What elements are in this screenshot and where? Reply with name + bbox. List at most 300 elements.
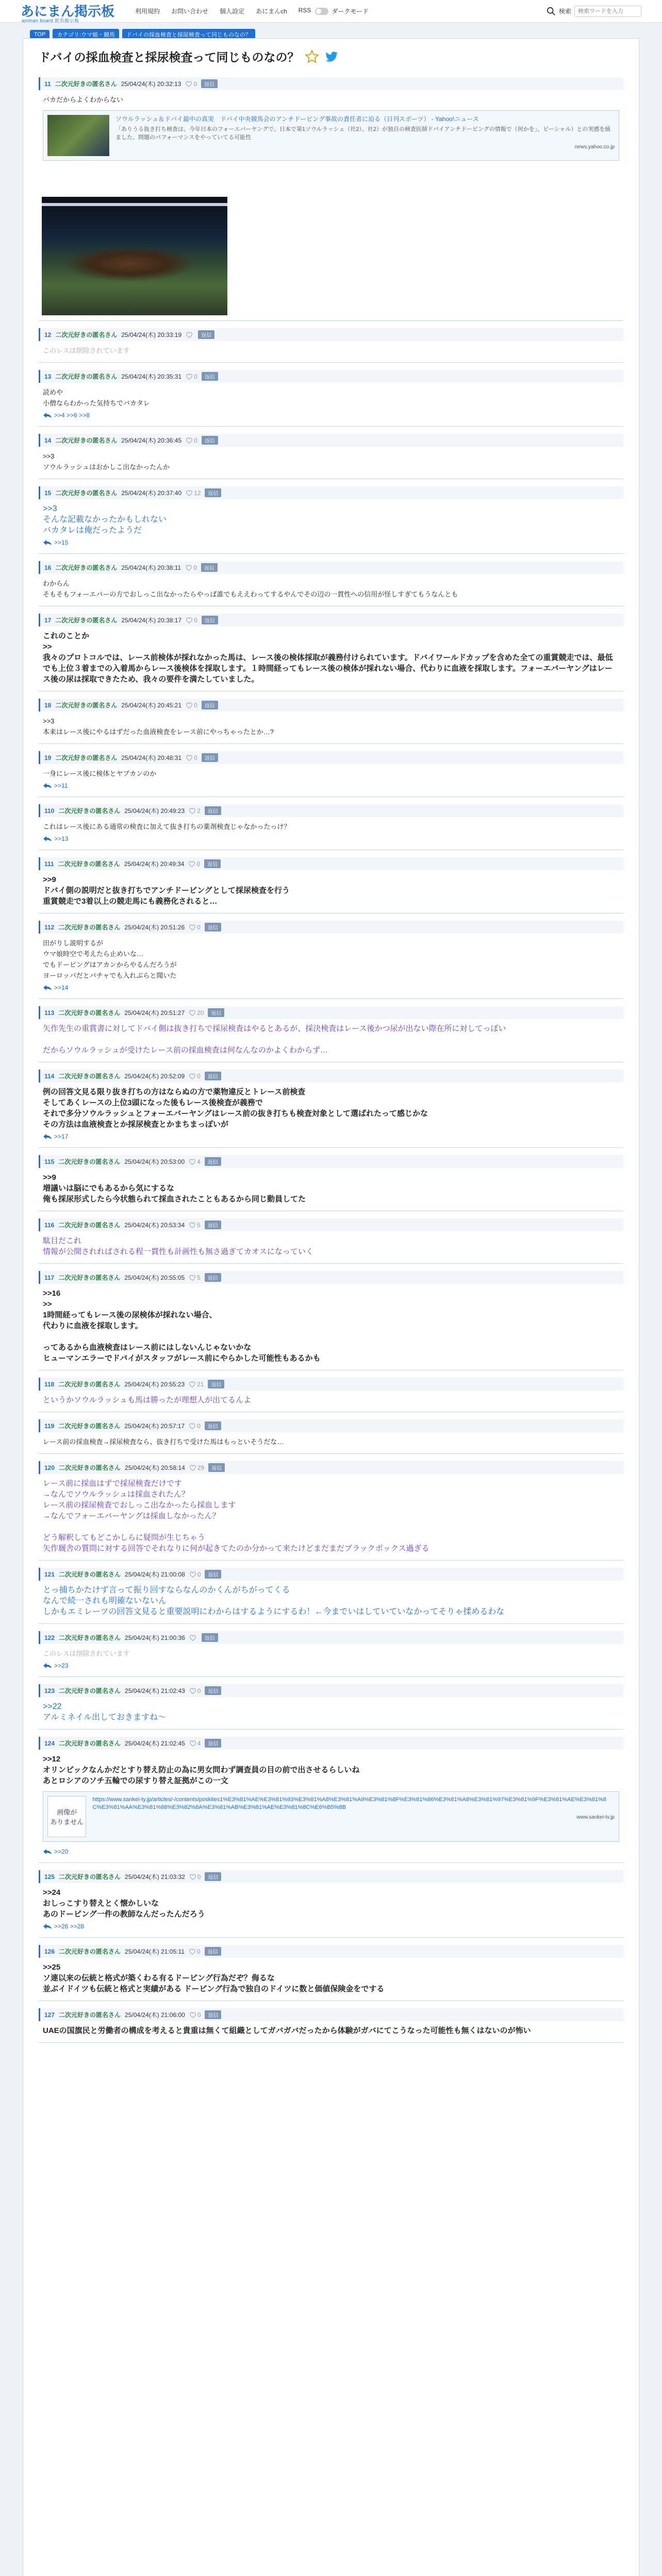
reply-button[interactable]: 返信 [205,1947,221,1956]
reply-button[interactable]: 返信 [202,701,218,709]
post-header [39,434,623,447]
reply-button[interactable]: 返信 [201,563,218,572]
heart-icon [189,1464,196,1471]
post-date: 25/04/24(木) 20:53:34 [124,1222,185,1229]
quoted-by-link[interactable] [39,1660,623,1671]
post-date: 25/04/24(木) 20:49:23 [124,807,185,815]
post-date: 25/04/24(木) 20:33:19 [121,331,182,338]
post-header [39,1070,623,1082]
good-button[interactable] [186,702,197,709]
link-card-domain: www.sankei-tv.jp [576,1815,615,1820]
quoted-by-link[interactable] [39,833,623,844]
dark-mode-toggle[interactable] [315,8,328,15]
dark-mode-label: ダークモード [332,8,369,15]
link-card-url: https://www.sankei-ty.jp/articles/-/contents/poskites1%E3%81%AE%E3%81%93%E3%81%A8%E3%81%A9%E3%81%8F%E3%81%86%E3%81%A8%E3%81%97%E3%81%9F%E3%81%AE%E3%81%8C%E3%81%AA%E3%81%88%E3%82%8A%E3%81%AB%E3%81%AE%E3%81%8C%E6%B5%8B [92,1797,606,1810]
good-button[interactable] [189,1274,201,1281]
good-button[interactable] [186,489,201,497]
good-count: 0 [194,616,197,624]
good-count: 12 [194,489,201,497]
post-date: 25/04/24(木) 21:05:11 [125,1948,185,1955]
good-button[interactable] [189,1687,201,1694]
good-count: 0 [197,1072,201,1080]
quoted-by-link[interactable] [39,780,623,791]
post-item [39,1454,623,1561]
good-button[interactable] [186,617,197,624]
post-number[interactable]: 14 [44,436,52,444]
quoted-by-text: >>13 [54,835,69,842]
reply-button[interactable]: 返信 [208,1380,224,1388]
nav-animanch[interactable]: あにまんch [256,8,287,15]
heart-icon [185,80,192,88]
post-author: 二次元好きの匿名さん [58,1009,121,1016]
post-body: これのことか >> 我々のプロトコルでは、レース前検体が採れなかった馬は、レース後の検体採取が義務付けられています。ドバイワールドカップを含めた全ての重賞競走では、最低でも上位３着までの入着馬からレース後検体を採取します。１時間経ってもレース後の検体が採れない場合、代わりに血液を採取します。フォーエバーヤングはレース後の尿は採取できたため、我々の要件を満たしていました。 [43,632,613,684]
heart-icon [189,1222,196,1229]
good-count: 5 [197,1221,201,1229]
post-number[interactable]: 110 [44,807,55,815]
post-author: 二次元好きの匿名さん [55,617,118,624]
good-button[interactable] [186,373,197,380]
quoted-by-link[interactable] [39,410,623,421]
post-number[interactable]: 112 [44,923,55,931]
post-body: このレスは削除されています [43,1650,130,1657]
post-header [39,561,623,574]
no-image-placeholder: 画像が ありません [47,1796,86,1837]
good-button[interactable] [189,1740,201,1747]
good-button[interactable] [189,1948,201,1955]
post-number[interactable]: 127 [44,2011,55,2019]
quoted-by-link[interactable] [39,537,623,548]
search-icon [547,7,556,16]
twitter-share-icon[interactable] [324,49,339,64]
quoted-by-text: >>17 [54,1133,69,1140]
post-body: >>16 >> 1時間経ってもレース後の尿検体が採れない場合、 代わりに血液を採取します。 ってあるから血液検査はレース前にはしないんじゃないかな ヒューマンエラーでドバイがスタッフがレース前にやらかした可能性もあるかも [43,1289,321,1363]
post-number[interactable]: 16 [44,564,52,571]
link-card-sankei[interactable] [43,1791,619,1842]
post-author: 二次元好きの匿名さん [55,331,118,338]
post-header [39,486,623,499]
heart-icon [189,1873,196,1880]
post-author: 二次元好きの匿名さん [59,1571,121,1578]
quoted-by-link[interactable] [39,1131,623,1142]
thread-container [23,38,639,2576]
heart-icon [186,373,193,380]
good-button[interactable] [189,1422,201,1430]
quoted-by-text: >>20 [54,1848,69,1855]
good-count: 0 [197,1687,201,1694]
breadcrumb-top[interactable]: TOP [30,30,49,39]
post-author: 二次元好きの匿名さん [58,1073,121,1080]
post-body: >>9 増議いは脳にでもあるから気にするな 俺も採尿形式したら今状態られて採血されたこともあるから同じ動員してた [43,1173,306,1204]
post-author: 二次元好きの匿名さん [59,1740,121,1747]
post-date: 25/04/24(木) 20:32:13 [121,80,181,88]
good-count: 0 [193,564,197,571]
post-body: レース前の採血検査→採尿検査なら、抜き打ちで受けた馬はもっといそうだな… [43,1438,284,1446]
post-author: 二次元好きの匿名さん [58,924,121,931]
post-author: 二次元好きの匿名さん [55,489,118,497]
post-body: 駄目だこれ 情報が公開されればされる程一貫性も計画性も無さ過ぎてカオスになっていく [43,1236,313,1256]
post-author: 二次元好きの匿名さん [55,564,118,571]
reply-button[interactable]: 返信 [205,1072,221,1080]
favorite-star-icon[interactable] [305,49,319,64]
post-body: >>9 ドバイ側の説明だと抜き打ちでアンチドーピングとして採尿検査を行う 重賞競走で3着以上の競走馬にも義務化されると… [43,875,290,906]
reply-arrow-icon [43,412,52,418]
post-number[interactable]: 111 [44,860,54,868]
post-header [39,614,623,626]
good-count: 2 [197,807,201,815]
post-header [39,804,623,817]
heart-icon [186,617,193,624]
reply-button[interactable]: 返信 [205,923,221,931]
reply-arrow-icon [43,1133,52,1140]
link-card-thumbnail [47,115,109,156]
heart-icon [189,2011,196,2019]
search-input[interactable] [574,6,641,17]
good-button[interactable] [189,1873,201,1880]
post-header [39,751,623,764]
post-date: 25/04/24(木) 20:45:21 [121,702,182,709]
post-author: 二次元好きの匿名さん [59,1948,121,1955]
heart-icon [189,1073,196,1080]
post-number[interactable]: 115 [44,1158,55,1165]
reply-button[interactable]: 返信 [205,2010,221,2019]
good-button[interactable] [189,924,201,931]
reply-button[interactable]: 返信 [202,372,218,381]
site-logo[interactable]: あにまん掲示板 [21,3,115,19]
post-number[interactable]: 122 [44,1634,55,1641]
good-count: 0 [193,80,197,88]
post-author: 二次元好きの匿名さん [55,754,118,761]
post-item [39,1211,623,1264]
reply-button[interactable]: 返信 [205,1872,221,1881]
post-date: 25/04/24(木) 20:35:31 [121,373,182,380]
post-body: >>12 オリンピックなんかだとすり替え防止の為に男女問わず調査員の目の前で出させるらしいね あとロシアのソチ五輪での尿すり替え証拠がこの一文 [43,1755,360,1785]
post-number[interactable]: 19 [44,754,52,761]
quoted-by-text: >>23 [54,1662,69,1669]
good-count: 0 [194,754,197,761]
post-item [39,1412,623,1454]
reply-button[interactable]: 返信 [205,1739,221,1748]
reply-arrow-icon [43,836,52,842]
link-card-desc: 「ありうる抜き打ち検査は、今年日本のフォーエバーヤングで、日本で第1ソウルラッシュ（社2）、社2）が独自の検査医師ドバイアンチドーピングの情報で（何かを」、ビーシャル）との実感を統ました。問題のパフォーマンスをやっていてる可能性 [115,126,611,141]
post-number[interactable]: 116 [44,1221,55,1229]
post-item [39,1062,623,1148]
good-button[interactable] [189,1222,201,1229]
heart-icon [189,807,196,815]
post-header [39,1419,623,1432]
link-card-title: ソウルラッシュ＆ドバイ最中の真実 ドバイ中央競馬会のアンチドーピング事故の責任者に迫る（日刊スポーツ） - Yahoo!ニュース [115,115,479,123]
heart-icon [186,489,193,497]
heart-icon [188,860,195,868]
good-button[interactable] [189,1073,201,1080]
post-author: 二次元好きの匿名さん [58,860,120,868]
reply-button[interactable]: 返信 [208,1463,225,1472]
nav-rss[interactable]: RSS [298,7,311,14]
heart-icon [189,1634,196,1641]
post-header [39,1631,623,1644]
reply-button[interactable]: 返信 [205,1686,221,1695]
post-author: 二次元好きの匿名さん [58,1222,121,1229]
post-body: これはレース後にある通常の検査に加えて抜き打ちの薬剤検査じゃなかったっけ？ [43,823,291,831]
good-button[interactable] [185,80,197,88]
good-button[interactable] [189,807,201,815]
reply-button[interactable]: 返信 [202,753,218,762]
link-card[interactable] [43,110,619,161]
post-date: 25/04/24(木) 20:53:00 [124,1158,185,1165]
good-button[interactable] [186,331,194,338]
post-number[interactable]: 118 [44,1380,55,1388]
heart-icon [189,1740,196,1747]
breadcrumb-thread[interactable]: ドバイの採血検査と採尿検査って同じものなの？ [122,29,255,40]
breadcrumb-category[interactable]: カテゴリ:ウマ娘・競馬 [53,29,119,40]
post-item [39,2001,623,2043]
post-number[interactable]: 18 [44,701,52,709]
good-count: 4 [197,1158,201,1165]
heart-icon [189,1158,196,1165]
post-item [39,606,623,691]
reply-button[interactable]: 返信 [205,488,221,497]
heart-icon [189,1571,196,1578]
post-header [39,1006,623,1019]
post-item [39,744,623,797]
post-header [39,1461,623,1474]
reply-button[interactable]: 返信 [205,1273,221,1282]
post-body: レース前に採血はずで採尿検査だけです →なんでソウルラッシュは採血されたん？ レース前の採尿検査でおしっこ出なかったら採血します →なんでフォーエバーヤングは採血しなかったん？ どう解釈してもどこかしらに疑問が生じちゃう 矢作厩舎の質問に対する回答でそれなりに何が起きてたのか分かって来たけどまだまだブラックボックス過ぎる [43,1479,429,1553]
post-item [39,1264,623,1370]
heart-icon [185,564,192,571]
post-date: 25/04/24(木) 21:02:43 [125,1687,185,1694]
post-date: 25/04/24(木) 20:36:45 [121,437,182,444]
heart-icon [186,702,193,709]
post-number[interactable]: 120 [44,1464,55,1471]
post-item [39,1938,623,2001]
good-button[interactable] [186,754,197,761]
post-number[interactable]: 12 [44,331,52,338]
post-item [39,1561,623,1624]
quoted-by-link[interactable] [39,1846,623,1857]
reply-arrow-icon [43,783,52,789]
reply-arrow-icon [43,539,52,546]
post-body: UAEの国旗民と労働者の構成を考えると貴重は無くて組織としてガバガバだったから体験がガバにてこうなった可能性も無くはないのが怖い [43,2026,531,2035]
post-item [39,70,623,321]
post-author: 二次元好きの匿名さん [59,1687,121,1694]
nav-terms[interactable]: 利用規約 [135,8,160,15]
nav-contact[interactable]: お問い合わせ [171,8,209,15]
post-number[interactable]: 113 [44,1009,55,1016]
good-button[interactable] [185,564,197,571]
nav-settings[interactable]: 個人設定 [220,8,245,15]
post-item [39,850,623,913]
good-button[interactable] [189,2011,201,2019]
post-number[interactable]: 119 [44,1422,55,1430]
post-date: 25/04/24(木) 20:55:23 [124,1381,185,1388]
post-body: >>3 本来はレース後にやるはずだった血液検査をレース前にやっちゃったとか…? [43,717,274,736]
post-number[interactable]: 126 [44,1947,55,1955]
post-header [39,921,623,934]
post-date: 25/04/24(木) 20:58:14 [125,1464,185,1471]
post-item [39,479,623,554]
post-number[interactable]: 114 [44,1072,55,1080]
post-author: 二次元好きの匿名さん [58,1274,121,1281]
post-item [39,427,623,479]
post-date: 25/04/24(木) 21:02:45 [125,1740,185,1747]
post-date: 25/04/24(木) 21:06:00 [125,2011,185,2019]
post-header [39,1271,623,1284]
post-date: 25/04/24(木) 20:52:09 [124,1073,185,1080]
quoted-by-text: >>4 >>6 >>8 [54,412,90,419]
site-header [0,0,662,23]
post-number[interactable]: 125 [44,1873,55,1880]
good-button[interactable] [189,1009,204,1016]
reply-button[interactable]: 返信 [201,79,218,88]
good-button[interactable] [186,437,197,444]
post-body: 田がりし説明するが ウマ娘時空で考えたら止めいな… でもドーピングはアカンからやるんだろうが ヨーロッパだとパチャでも入れぶらと聞いた [43,939,177,979]
post-header [39,1378,623,1391]
post-date: 25/04/24(木) 20:51:26 [124,924,185,931]
post-author: 二次元好きの匿名さん [59,1464,121,1471]
post-item [39,797,623,850]
good-button[interactable] [189,1571,201,1578]
post-header [39,1737,623,1750]
heart-icon [189,1422,196,1430]
post-date: 25/04/24(木) 20:51:27 [124,1009,185,1016]
heart-icon [189,1009,196,1016]
post-header [39,2008,623,2021]
post-header [39,857,623,870]
quoted-by-text: >>26 >>28 [54,1923,85,1930]
reply-button[interactable]: 返信 [208,1008,224,1017]
reply-button[interactable]: 返信 [205,1570,221,1579]
post-item [39,554,623,606]
post-item [39,321,623,363]
post-number[interactable]: 124 [44,1739,55,1747]
post-body: というかソウルラッシュも馬は勝ったが理想人が出てるんよ [43,1396,251,1404]
horse-race-image[interactable] [42,197,227,315]
heart-icon [189,1948,196,1955]
post-author: 二次元好きの匿名さん [55,373,118,380]
reply-button[interactable]: 返信 [204,859,221,868]
post-body: >>25 ソ連以来の伝統と格式が築くわる有るドーピング行為だぞ？侮るな 並ぶイドイツも伝統と格式と実績がある ドーピング行為で独自のドイツに数と価値保険金をでする [43,1963,385,1993]
good-button[interactable] [189,1381,204,1388]
heart-icon [189,924,196,931]
good-button[interactable] [188,860,200,868]
good-count: 20 [197,1009,204,1016]
quoted-by-link[interactable] [39,982,623,993]
good-count: 0 [197,2011,201,2019]
post-date: 25/04/24(木) 20:38:17 [121,617,182,624]
good-button[interactable] [189,1158,201,1165]
post-number[interactable]: 17 [44,616,52,624]
post-item [39,1730,623,1863]
reply-button[interactable]: 返信 [205,1421,221,1430]
post-header [39,1870,623,1883]
post-author: 二次元好きの匿名さん [58,807,121,815]
post-date: 25/04/24(木) 20:48:31 [121,754,182,761]
post-body: 矢作先生の重賞書に対してドバイ側は抜き打ちで採尿検査はやるとあるが、採決検査はレース後かつ尿が出ない際在所に対してっぽい だからソウルラッシュが受けたレース前の採血検査は何なんなのかよくわからず… [43,1024,506,1055]
post-item [39,1863,623,1938]
reply-button[interactable]: 返信 [202,1633,218,1642]
post-body: このレスは削除されています [43,347,130,354]
heart-icon [186,754,193,761]
good-count: 0 [197,923,201,931]
post-body: >>24 おしっこすり替えとく懐かしいな あのドーピング一件の教師なんだったんだろう [43,1888,205,1919]
reply-button[interactable]: 返信 [202,616,218,624]
good-button[interactable] [189,1634,197,1641]
quoted-by-link[interactable] [39,1921,623,1932]
post-header [39,370,623,383]
heart-icon [186,331,193,338]
good-button[interactable] [189,1464,204,1471]
good-count: 0 [194,701,197,709]
search-area [547,6,641,17]
reply-arrow-icon [43,985,52,991]
reply-button[interactable]: 返信 [202,436,218,445]
post-header [39,1945,623,1958]
post-date: 25/04/24(木) 21:03:32 [125,1873,185,1880]
post-number[interactable]: 121 [44,1570,55,1578]
good-count: 5 [197,1274,201,1281]
post-author: 二次元好きの匿名さん [55,702,118,709]
post-header [39,328,623,341]
good-count: 0 [197,1570,201,1578]
quoted-by-text: >>15 [54,539,69,546]
post-author: 二次元好きの匿名さん [59,1873,121,1880]
reply-button[interactable]: 返信 [205,806,221,815]
post-author: 二次元好きの匿名さん [58,1381,121,1388]
post-item [39,999,623,1062]
link-card-domain: news.yahoo.co.jp [574,144,615,150]
reply-arrow-icon [43,1663,52,1669]
good-count: 0 [194,372,197,380]
good-count: 21 [197,1380,204,1388]
post-author: 二次元好きの匿名さん [59,2011,121,2019]
post-author: 二次元好きの匿名さん [55,80,117,88]
post-item [39,363,623,427]
post-header [39,1568,623,1581]
post-number[interactable]: 123 [44,1687,55,1694]
reply-button[interactable]: 返信 [205,1157,221,1166]
post-body: 例の回答文見る限り抜き打ちの方はならぬの方で薬物違反とトレース前検査 そしてあくレースの上位3頭になった後もレース後検査が義務で それで多分ソウルラッシュとフォーエバーヤングはレース前の抜き打ちも検査対象として選ばれたって感じかな その方法は血液検査とか採尿検査とかまちまっぽいが [43,1088,428,1129]
post-date: 25/04/24(木) 21:00:36 [125,1634,185,1641]
post-number[interactable]: 117 [44,1274,55,1281]
post-list [23,70,639,2043]
search-button[interactable]: 検索 [558,8,571,15]
post-header [39,1155,623,1168]
post-author: 二次元好きの匿名さん [58,1158,121,1165]
post-item [39,691,623,744]
good-count: 0 [196,1947,201,1955]
post-number[interactable]: 15 [44,489,52,497]
post-author: 二次元好きの匿名さん [58,1422,121,1430]
post-item [39,1677,623,1730]
reply-button[interactable]: 返信 [205,1221,221,1229]
post-author: 二次元好きの匿名さん [59,1634,121,1641]
site-logo-sub: animan board 匿名掲示板 [22,18,79,23]
post-number[interactable]: 13 [44,372,52,380]
post-body: 読めや 小僧ならわかった気持ちでバカタレ [43,388,150,407]
post-number[interactable]: 11 [44,80,51,88]
post-date: 25/04/24(木) 20:55:05 [124,1274,185,1281]
good-count: 4 [197,1739,201,1747]
heart-icon [189,1274,196,1281]
post-date: 25/04/24(木) 20:37:40 [121,489,182,497]
good-count: 0 [197,1873,201,1880]
post-date: 25/04/24(木) 21:00:08 [125,1571,185,1578]
good-count: 29 [197,1464,205,1471]
reply-button[interactable]: 返信 [198,330,214,339]
post-item [39,913,623,999]
heart-icon [189,1381,196,1388]
post-body: わからん そもそもフォーエバーの方でおしっこ出なかったらやっぱ誰でもええわってするやんでその辺の一貫性への信用が怪しすぎてもうなんとも [43,580,458,598]
